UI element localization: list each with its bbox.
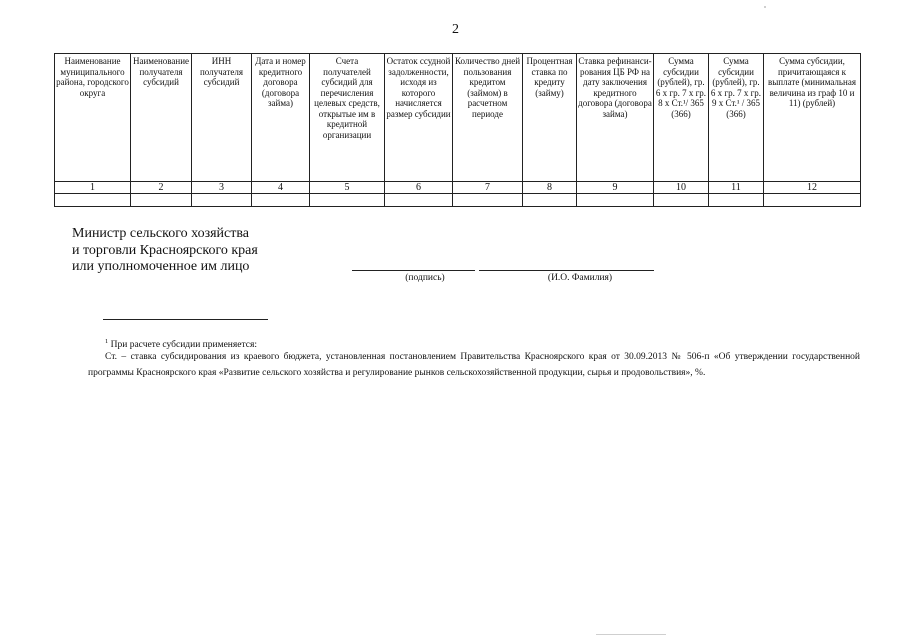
empty-cell	[654, 194, 709, 207]
column-number: 5	[310, 182, 385, 194]
scan-edge-mark	[596, 634, 666, 635]
header-municipality: Наименование муниципального района, городского округа	[55, 54, 131, 182]
empty-cell	[192, 194, 252, 207]
empty-cell	[131, 194, 192, 207]
column-number-row	[55, 182, 861, 194]
column-number: 3	[192, 182, 252, 194]
empty-cell	[453, 194, 523, 207]
empty-cell	[764, 194, 861, 207]
signer-line: и торговли Красноярского края	[72, 242, 258, 258]
header-days-of-use: Количество дней пользования кредитом (займом) в расчетном периоде	[453, 54, 523, 182]
footnote-text-end: %.	[692, 367, 706, 378]
empty-cell	[709, 194, 764, 207]
column-number: 7	[453, 182, 523, 194]
table-header-row	[55, 54, 861, 182]
name-caption: (И.О. Фамилия)	[547, 273, 613, 283]
name-line	[479, 270, 654, 271]
header-interest-rate: Процентная ставка по кредиту (займу)	[523, 54, 577, 182]
empty-cell	[523, 194, 577, 207]
header-recipient-inn: ИНН получателя субсидий	[192, 54, 252, 182]
column-number: 8	[523, 182, 577, 194]
header-recipient-accounts: Счета получателей субсидий для перечисления целевых средств, открытые им в кредитной организации	[310, 54, 385, 182]
column-number: 4	[252, 182, 310, 194]
empty-cell	[55, 194, 131, 207]
header-subsidy-payable: Сумма субсидии, причитающаяся к выплате (минимальная величина из граф 10 и 11) (рублей)	[764, 54, 861, 182]
header-refinancing-rate: Ставка рефинансирования ЦБ РФ на дату заключения кредитного договора (договора займа)	[577, 54, 654, 182]
header-subsidy-by-col8: Сумма субсидии (рублей), гр. 6 х гр. 7 х гр. 8 х Ст.¹/ 365 (366)	[654, 54, 709, 182]
empty-cell	[385, 194, 453, 207]
footnote-marker: 1	[105, 338, 109, 345]
empty-cell	[310, 194, 385, 207]
scan-speck	[764, 6, 766, 8]
column-number: 9	[577, 182, 654, 194]
subsidy-calculation-table	[54, 53, 861, 207]
column-number: 12	[764, 182, 861, 194]
column-number: 1	[55, 182, 131, 194]
header-subsidy-by-col9: Сумма субсидии (рублей), гр. 6 х гр. 7 х гр. 9 х Ст.¹ / 365 (366)	[709, 54, 764, 182]
signer-line: или уполномоченное им лицо	[72, 259, 250, 274]
empty-cell	[252, 194, 310, 207]
signature-caption: (подпись)	[405, 273, 445, 283]
signer-line: Министр сельского хозяйства	[72, 226, 249, 241]
empty-cell	[577, 194, 654, 207]
footnote-title-text: При расчете субсидии применяется:	[108, 340, 257, 350]
signer-block	[72, 226, 258, 276]
column-number: 10	[654, 182, 709, 194]
header-recipient-name: Наименование получателя субсидий	[131, 54, 192, 182]
column-number: 2	[131, 182, 192, 194]
column-number: 6	[385, 182, 453, 194]
footnote-body	[88, 351, 860, 379]
signature-line	[352, 270, 475, 271]
column-number: 11	[709, 182, 764, 194]
page-number: 2	[452, 22, 459, 37]
header-contract-date-number: Дата и номер кредитного договора (договора займа)	[252, 54, 310, 182]
footnote-separator	[103, 319, 268, 320]
header-loan-balance: Остаток ссудной задолженности, исходя из которого начисляется размер субсидии	[385, 54, 453, 182]
footnote-title	[105, 338, 257, 350]
footnote-text: Ст. – ставка субсидирования из краевого бюджета, установленная постановлением Правительства Красноярского края от 30.09.2013 № 506-п «Об утверждении государственной программы Красноярского края «Развитие сельского хозяйства и регулирование рынков сельскохозяйственной продукции, сырья и продовольствия»,	[88, 352, 860, 378]
table-row-empty	[55, 194, 861, 207]
